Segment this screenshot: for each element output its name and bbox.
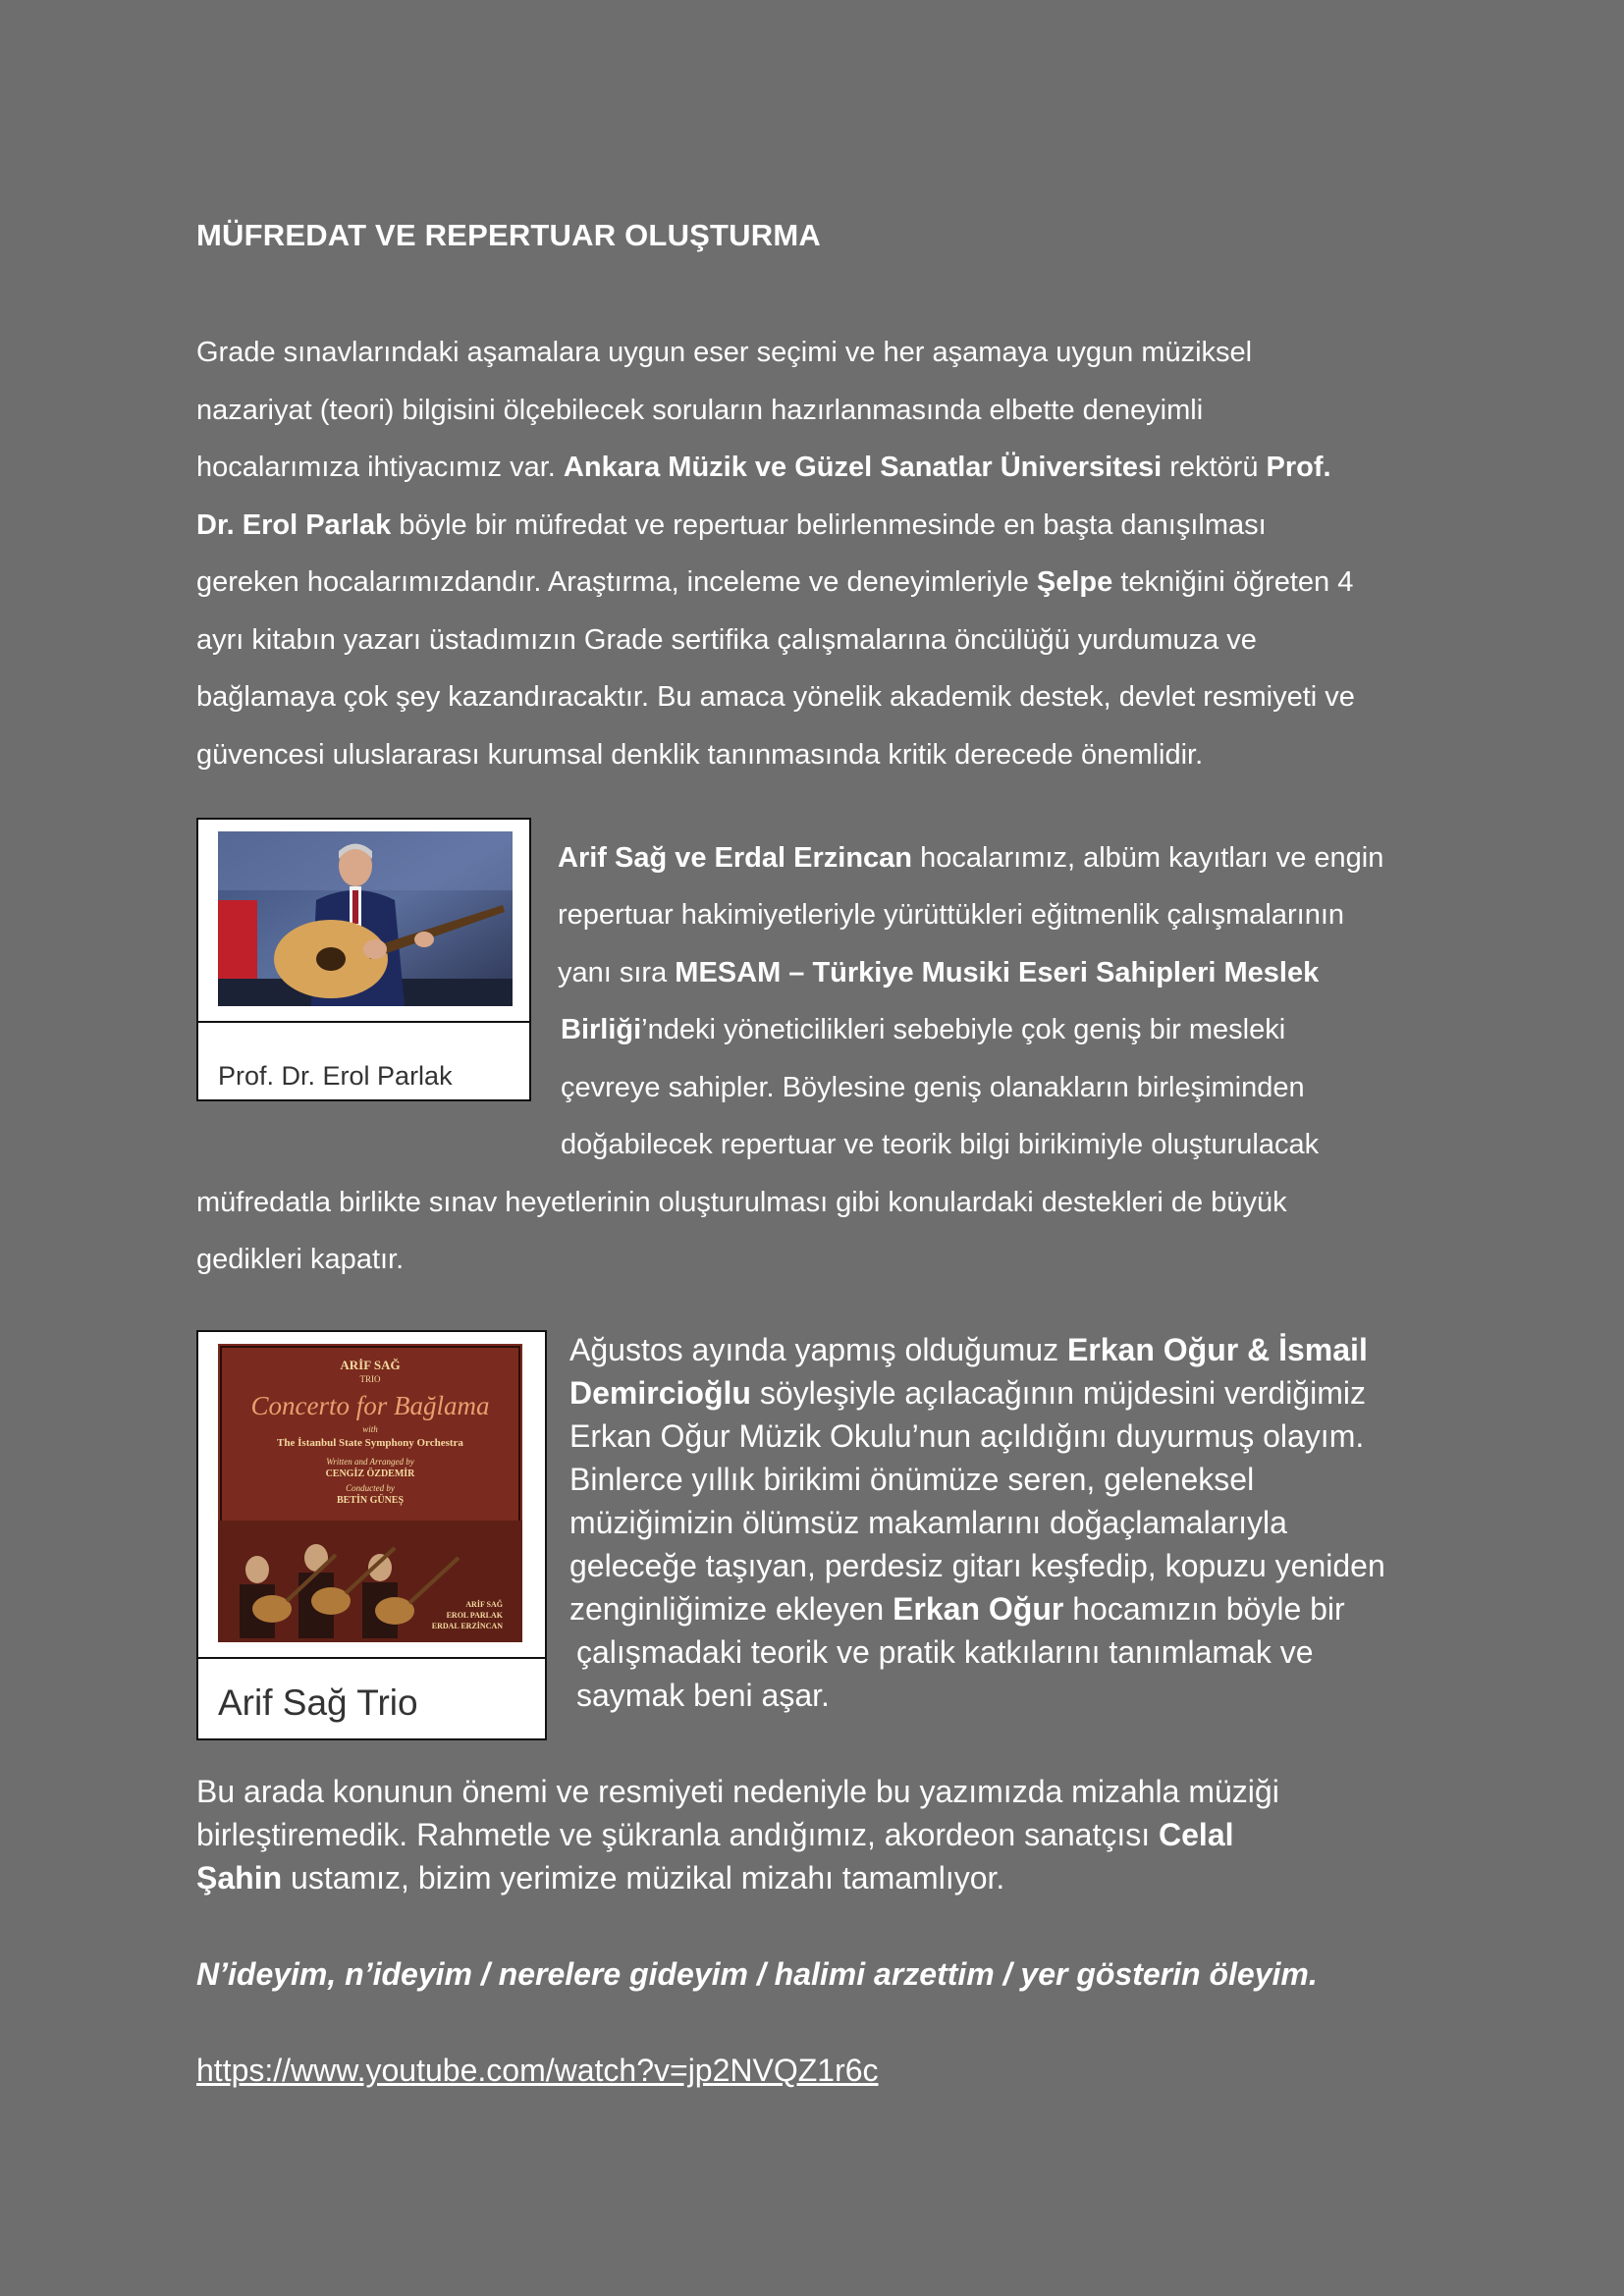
text-line: Dr. Erol Parlak böyle bir müfredat ve repertuar belirlenmesinde en başta danışılması <box>196 508 1267 541</box>
album-conductor: BETİN GÜNEŞ <box>336 1495 405 1506</box>
figure-caption: Prof. Dr. Erol Parlak <box>218 1061 453 1091</box>
album-written: Written and Arranged by <box>326 1457 414 1467</box>
figure-caption: Arif Sağ Trio <box>218 1682 418 1723</box>
text-line: güvencesi uluslararası kurumsal denklik tanınmasında kritik derecede önemlidir. <box>196 738 1204 771</box>
text-line: repertuar hakimiyetleriyle yürüttükleri eğitmenlik çalışmalarının <box>558 899 1345 931</box>
text-line: Binlerce yıllık birikimi önümüze seren, geleneksel <box>569 1462 1255 1497</box>
text-line: Demircioğlu söyleşiyle açılacağının müjdesini verdiğimiz <box>569 1375 1366 1411</box>
text-line: Grade sınavlarındaki aşamalara uygun eser seçimi ve her aşamaya uygun müziksel <box>196 337 1253 368</box>
figure-divider <box>198 1657 545 1659</box>
figure-erol-parlak <box>196 818 531 1101</box>
youtube-link[interactable]: https://www.youtube.com/watch?v=jp2NVQZ1r6c <box>196 2053 879 2088</box>
text-line: Birliği’ndeki yöneticilikleri sebebiyle çok geniş bir mesleki <box>561 1014 1286 1045</box>
figure-divider <box>198 1021 529 1023</box>
text-line: hocalarımıza ihtiyacımız var. Ankara Müzik ve Güzel Sanatlar Üniversitesi rektörü Prof. <box>196 452 1331 483</box>
poem-quote: N’ideyim, n’ideyim / nerelere gideyim / halimi arzettim / yer gösterin öleyim. <box>196 1956 1318 1992</box>
text-line: ayrı kitabın yazarı üstadımızın Grade sertifika çalışmalarına öncülüğü yurdumuza ve <box>196 623 1257 656</box>
album-member: ARİF SAĞ <box>465 1600 503 1609</box>
text-line: yanı sıra MESAM – Türkiye Musiki Eseri Sahipleri Meslek <box>558 957 1320 988</box>
album-conducted: Conducted by <box>346 1483 395 1493</box>
album-trio: TRIO <box>359 1374 381 1384</box>
paragraph-curriculum <box>196 324 1428 783</box>
text-line: çalışmadaki teorik ve pratik katkılarını tanımlamak ve <box>576 1634 1314 1670</box>
text-line: saymak beni aşar. <box>576 1678 830 1713</box>
text-line: gedikleri kapatır. <box>196 1244 405 1275</box>
album-cover <box>218 1344 522 1642</box>
album-orchestra: The İstanbul State Symphony Orchestra <box>277 1437 463 1449</box>
text-line: müziğimizin ölümsüz makamlarını doğaçlamalarıyla <box>569 1505 1287 1540</box>
album-with: with <box>362 1424 378 1434</box>
text-line: geleceğe taşıyan, perdesiz gitarı keşfedip, kopuzu yeniden <box>569 1548 1385 1583</box>
page-title: MÜFREDAT VE REPERTUAR OLUŞTURMA <box>196 218 821 252</box>
text-line: birleştiremedik. Rahmetle ve şükranla andığımız, akordeon sanatçısı Celal <box>196 1817 1234 1852</box>
text-line: müfredatla birlikte sınav heyetlerinin oluşturulması gibi konulardaki destekleri de büyük <box>196 1187 1287 1218</box>
text-line: zenginliğimize ekleyen Erkan Oğur hocamızın böyle bir <box>569 1591 1345 1627</box>
text-line: Erkan Oğur Müzik Okulu’nun açıldığını duyurmuş olayım. <box>569 1418 1365 1454</box>
album-composer: CENGİZ ÖZDEMİR <box>325 1468 415 1479</box>
text-line: gereken hocalarımızdandır. Araştırma, inceleme ve deneyimleriyle Şelpe tekniğini öğreten 4 <box>196 566 1354 598</box>
text-line: Arif Sağ ve Erdal Erzincan hocalarımız, albüm kayıtları ve engin <box>558 842 1384 874</box>
text-line: bağlamaya çok şey kazandıracaktır. Bu amaca yönelik akademik destek, devlet resmiyeti ve <box>196 681 1355 713</box>
erol-parlak-photo <box>218 831 513 1006</box>
figure-arif-sag-trio <box>196 1330 547 1740</box>
text-line: Şahin ustamız, bizim yerimize müzikal mizahı tamamlıyor. <box>196 1860 1005 1896</box>
text-line: çevreye sahipler. Böylesine geniş olanakların birleşiminden <box>561 1072 1305 1103</box>
text-line: nazariyat (teori) bilgisini ölçebilecek soruların hazırlanmasında elbette deneyimli <box>196 394 1204 426</box>
text-line: Ağustos ayında yapmış olduğumuz Erkan Oğur & İsmail <box>569 1332 1368 1367</box>
album-member: ERDAL ERZİNCAN <box>431 1622 503 1630</box>
text-line: doğabilecek repertuar ve teorik bilgi birikimiyle oluşturulacak <box>561 1129 1320 1160</box>
album-artist: ARİF SAĞ <box>340 1358 401 1372</box>
album-member: EROL PARLAK <box>446 1611 503 1620</box>
text-line: Bu arada konunun önemi ve resmiyeti nedeniyle bu yazımızda mizahla müziği <box>196 1774 1279 1809</box>
album-title: Concerto for Bağlama <box>250 1391 490 1420</box>
